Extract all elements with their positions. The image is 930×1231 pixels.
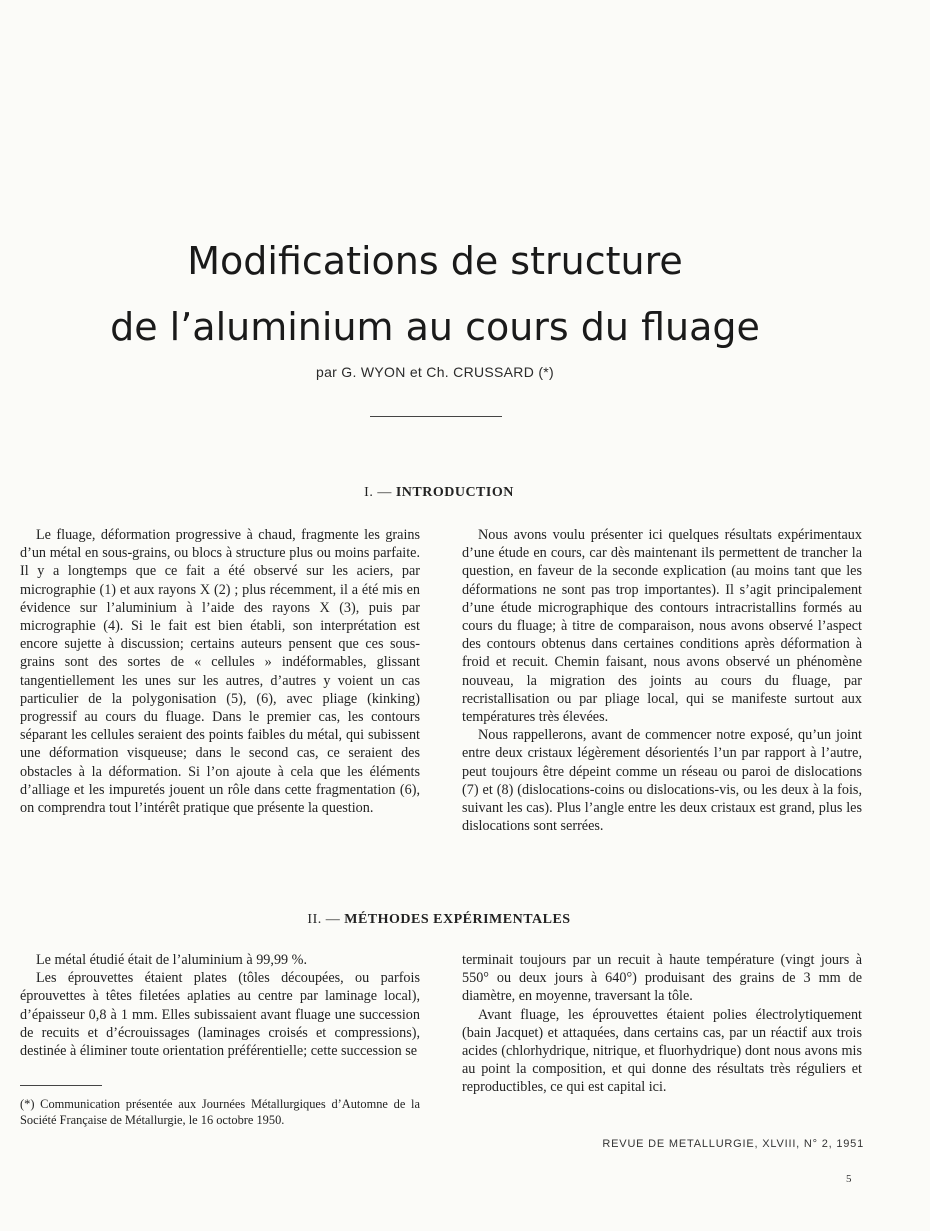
title-divider <box>370 416 502 417</box>
section-number: I. — <box>364 485 396 500</box>
title-line-1: Modifications de structure <box>187 239 683 283</box>
footnote <box>20 1096 420 1128</box>
article-title <box>0 228 870 360</box>
paragraph: Nous rappellerons, avant de commencer notre exposé, qu’un joint entre deux cristaux légèrement désorientés l’un par rapport à l’autre, peut toujours être dépeint comme un réseau ou paroi de dislocations (7) et (8) (dislocations-coins ou dislocations-vis, ou les deux à la fois, suivant les cas). Plus l’angle entre les deux cristaux est grand, plus les dislocations sont serrées. <box>462 727 862 835</box>
section-number: II. — <box>307 912 345 927</box>
intro-left-column <box>20 526 420 817</box>
footnote-text: (*) Communication présentée aux Journées Métallurgiques d’Automne de la Société Française de Métallurgie, le 16 octobre 1950. <box>20 1097 420 1127</box>
methods-left-column <box>20 951 420 1060</box>
paragraph: Avant fluage, les éprouvettes étaient polies électrolytiquement (bain Jacquet) et attaquées, dans certains cas, par un réactif aux trois acides (chlorhydrique, nitrique, et fluorhydrique) dont nous avons mis au point la composition, et qui donne des résultats très réguliers et reproductibles, ce qui est capital ici. <box>462 1006 862 1096</box>
page-number: 5 <box>846 1173 852 1185</box>
section-heading-methods <box>0 912 878 928</box>
paragraph: Nous avons voulu présenter ici quelques résultats expérimentaux d’une étude en cours, car dès maintenant ils permettent de trancher la question, en faveur de la seconde explication (au moins tant que les déformations ne sont pas trop importantes). Il s’agit principalement d’une étude micrographique des contours intracristallins formés au cours du fluage; à titre de comparaison, nous avons observé l’aspect des contours obtenus dans certaines conditions après déformation à froid et recuit. Chemin faisant, nous avons observé un phénomène nouveau, la migration des joints au cours du fluage, par recristallisation ou par pliage local, qui se manifeste surtout aux températures très élevées. <box>462 527 862 726</box>
intro-right-column <box>462 526 862 835</box>
paragraph: Les éprouvettes étaient plates (tôles découpées, ou parfois éprouvettes à têtes filetées aplaties au centre par laminage local), d’épaisseur 0,8 à 1 mm. Elles subissaient avant fluage une succession de recuits et d’écrouissages (laminages croisés et compressions), destinée à éliminer toute orientation préférentielle; cette succession se <box>20 970 420 1060</box>
methods-right-column <box>462 951 862 1097</box>
footnote-divider <box>20 1085 102 1086</box>
section-title: MÉTHODES EXPÉRIMENTALES <box>344 912 571 927</box>
section-heading-introduction <box>0 485 878 501</box>
paragraph: terminait toujours par un recuit à haute température (vingt jours à 550° ou deux jours à 640°) produisant des grains de 3 mm de diamètre, en moyenne, traversant la tôle. <box>462 952 862 1005</box>
section-title: INTRODUCTION <box>395 485 514 500</box>
authors-line: par G. WYON et Ch. CRUSSARD (*) <box>315 364 554 380</box>
paragraph: Le fluage, déformation progressive à chaud, fragmente les grains d’un métal en sous-grains, ou blocs à structure plus ou moins parfaite. Il y a longtemps que ce fait a été observé sur les aciers, par micrographie (1) et aux rayons X (2) ; plus récemment, il a été mis en évidence sur l’aluminium à l’aide des rayons X (3), puis par micrographie (4). Si le fait est bien établi, son interprétation est encore sujette à discussion; certains auteurs pensent que ces sous-grains sont des sortes de « cellules » indéformables, glissant tangentiellement les unes sur les autres, d’autres y voient un cas particulier de la polygonisation (5), (6), avec pliage (kinking) progressif au cours du fluage. Dans le premier cas, les contours séparant les cellules seraient des points faibles du métal, qui subissent une déformation visqueuse; dans le second cas, ce seraient des obstacles à la déformation. Si l’on ajoute à cela que les éléments d’alliage et les impuretés jouent un rôle dans cette fragmentation (6), on comprendra tout l’intérêt pratique que présente la question. <box>20 527 420 817</box>
title-line-2: de l’aluminium au cours du fluage <box>110 305 760 349</box>
journal-reference: REVUE DE METALLURGIE, XLVIII, N° 2, 1951 <box>602 1138 864 1150</box>
paragraph: Le métal étudié était de l’aluminium à 99,99 %. <box>36 952 308 968</box>
